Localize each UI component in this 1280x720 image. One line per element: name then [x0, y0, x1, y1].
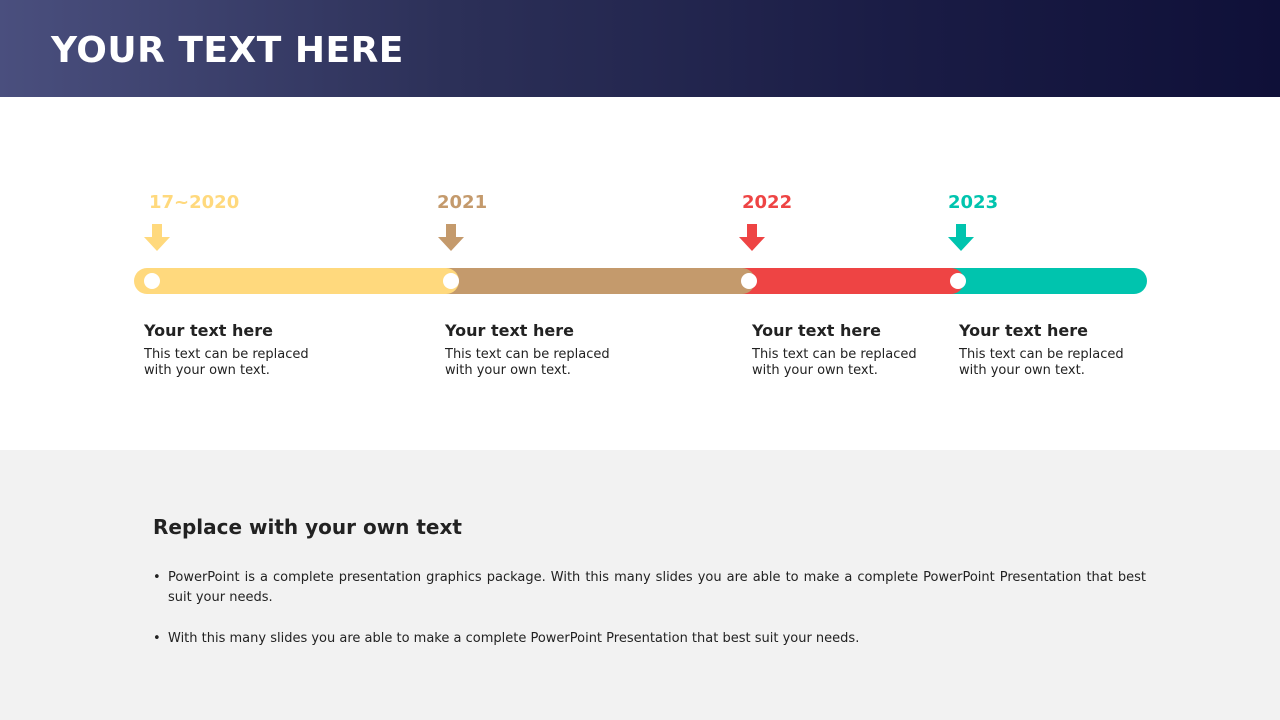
timeline-dot-4 — [950, 273, 966, 289]
down-arrow-icon — [947, 224, 975, 252]
item-title-3: Your text here — [752, 321, 881, 340]
list-item-text: PowerPoint is a complete presentation graphics package. With this many slides you are able to make a complete PowerPoint Presentation that best suit your needs. — [168, 570, 1146, 605]
year-label-1: 17~2020 — [149, 192, 240, 213]
list-item-text: With this many slides you are able to make a complete PowerPoint Presentation that best suit your needs. — [168, 631, 860, 646]
item-desc-4: This text can be replaced with your own text. — [959, 347, 1124, 378]
bullet-list — [153, 568, 1146, 670]
timeline-segment-4 — [938, 268, 1147, 294]
year-label-3: 2022 — [742, 192, 793, 213]
down-arrow-icon — [738, 224, 766, 252]
timeline-dot-3 — [741, 273, 757, 289]
timeline-segment-1 — [134, 268, 459, 294]
timeline-segment-3 — [729, 268, 964, 294]
header-bar — [0, 0, 1280, 97]
down-arrow-icon — [143, 224, 171, 252]
slide-title: YOUR TEXT HERE — [51, 30, 404, 71]
timeline-dot-1 — [144, 273, 160, 289]
item-desc-2: This text can be replaced with your own text. — [445, 347, 610, 378]
bottom-section — [0, 450, 1280, 720]
timeline-dot-2 — [443, 273, 459, 289]
timeline-segment-2 — [433, 268, 755, 294]
bullet-icon: • — [153, 570, 161, 585]
item-desc-1: This text can be replaced with your own text. — [144, 347, 309, 378]
item-title-2: Your text here — [445, 321, 574, 340]
year-label-2: 2021 — [437, 192, 488, 213]
timeline-section — [0, 97, 1280, 450]
list-item — [153, 629, 1146, 649]
down-arrow-icon — [437, 224, 465, 252]
list-item — [153, 568, 1146, 608]
section-heading: Replace with your own text — [153, 515, 462, 539]
item-title-4: Your text here — [959, 321, 1088, 340]
year-label-4: 2023 — [948, 192, 999, 213]
item-title-1: Your text here — [144, 321, 273, 340]
item-desc-3: This text can be replaced with your own text. — [752, 347, 917, 378]
bullet-icon: • — [153, 631, 161, 646]
